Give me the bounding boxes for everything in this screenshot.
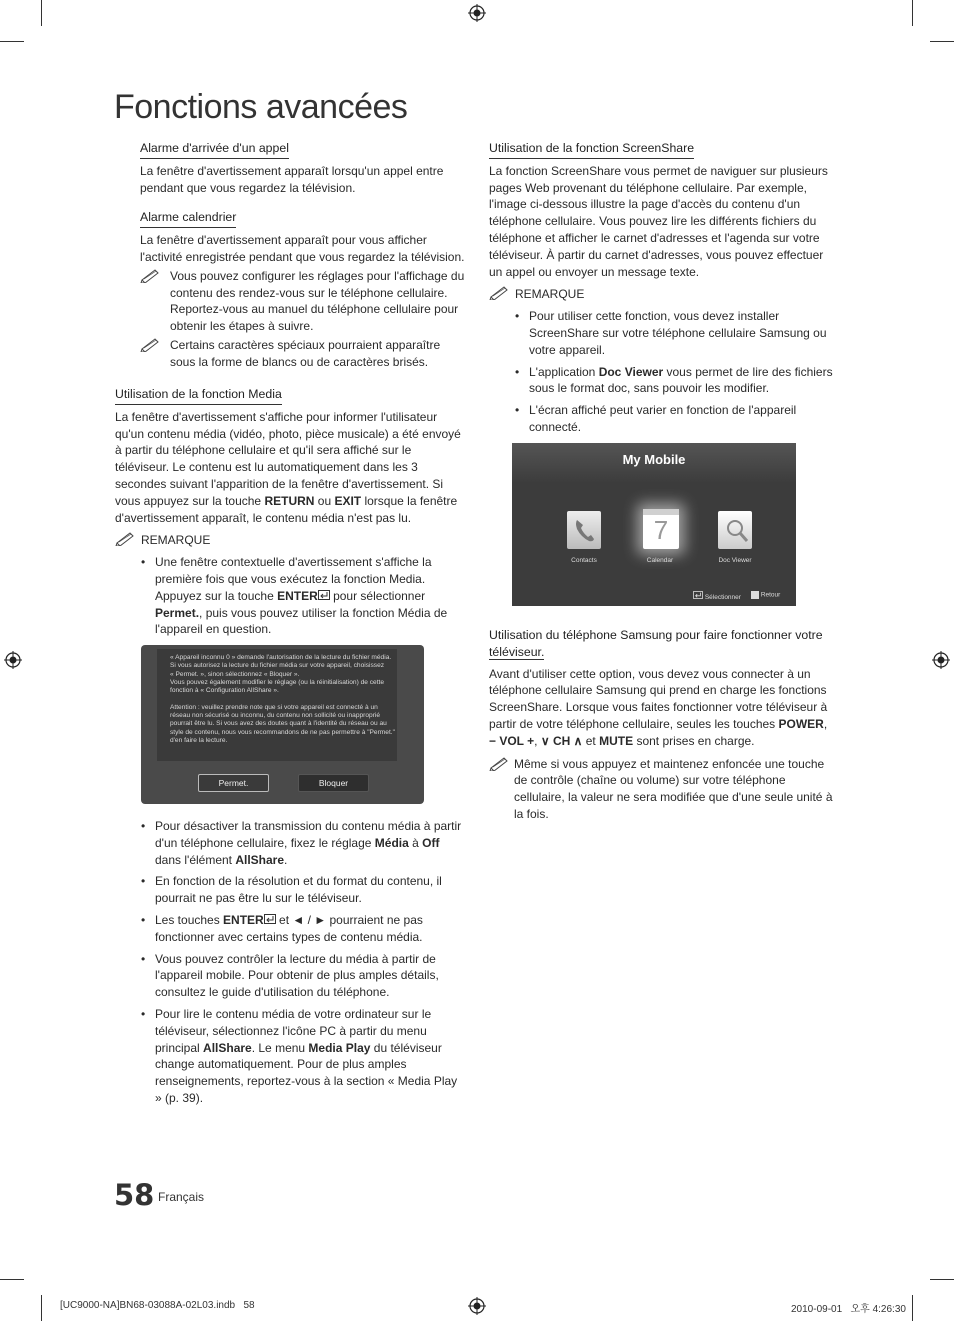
note xyxy=(140,268,466,335)
left-column-bullets xyxy=(115,818,466,1107)
section-heading-media: Utilisation de la fonction Media xyxy=(115,386,282,405)
note-text: Même si vous appuyez et maintenez enfoncée une touche de contrôle (chaîne ou volume) sur votre téléphone cellulaire, la valeur ne sera modifiée que d'une seule unité à la fois. xyxy=(514,756,833,821)
dialog-message: « Appareil inconnu 0 » demande l'autorisation de la lecture du fichier média. Si vous autorisez la lecture du fichier média sur votre appareil, choisissez « Permet. », sinon sélectionnez « Bloquer ». Vous pouvez également modifier le réglage (ou la réinitialisation) de cette fonction à « Configuration AllShare ». Attention : veuillez prendre note que si votre appareil est connecté à un réseau non sécurisé ou inconnu, du contenu non sollicité ou inapproprié pourrait être lu. Si vous avez des doutes quant à l'identité du réseau ou au style de contenu, nous vous recommandons de ne pas permettre à "Permet." d'en faire la lecture. xyxy=(170,654,395,744)
section-heading-samsung-phone: Utilisation du téléphone Samsung pour faire fonctionner votre téléviseur. xyxy=(489,628,823,659)
footer-date: 2010-09-01 오후 4:26:30 xyxy=(791,1304,906,1315)
list-item: • L'application Doc Viewer vous permet de lire des fichiers sous le format doc, sans pouvoir les modifier. xyxy=(515,364,833,396)
remarque-heading: REMARQUE xyxy=(489,286,837,303)
back-hint: Retour xyxy=(751,591,780,599)
right-column-top xyxy=(489,140,837,436)
pencil-note-icon xyxy=(140,336,162,352)
list-item: • Pour utiliser cette fonction, vous devez installer ScreenShare sur votre téléphone cellulaire Samsung ou votre appareil. xyxy=(515,309,827,357)
return-key-icon xyxy=(751,591,759,599)
note xyxy=(489,756,837,823)
enter-key-icon xyxy=(318,590,330,600)
right-column-bottom xyxy=(489,627,837,823)
section-heading-call-alarm: Alarme d'arrivée d'un appel xyxy=(140,140,289,159)
pencil-note-icon xyxy=(489,284,511,300)
registration-mark-icon xyxy=(4,651,22,669)
pencil-note-icon xyxy=(115,530,137,546)
list-item: • En fonction de la résolution et du format du contenu, il pourrait ne pas être lu sur le téléviseur. xyxy=(141,874,442,906)
registration-mark-icon xyxy=(468,4,486,22)
left-column-top xyxy=(140,140,466,371)
page-title: Fonctions avancées xyxy=(114,88,408,126)
section-heading-screenshare: Utilisation de la fonction ScreenShare xyxy=(489,140,694,159)
enter-key-icon xyxy=(693,591,703,599)
contacts-label: Contacts xyxy=(571,557,597,564)
registration-mark-icon xyxy=(468,1297,486,1315)
doc-viewer-icon[interactable] xyxy=(718,511,752,549)
footer-file-info: [UC9000-NA]BN68-03088A-02L03.indb 58 xyxy=(60,1300,255,1311)
list-item: • Pour désactiver la transmission du contenu média à partir d'un téléphone cellulaire, fixez le réglage Média à Off dans l'élément AllShare. xyxy=(141,819,462,867)
paragraph: La fonction ScreenShare vous permet de naviguer sur plusieurs pages Web provenant du téléphone cellulaire. Par exemple, l'image ci-dessous illustre la page d'accès du contenu d'un téléphone cellulaire. Vous pouvez lire les différents fichiers du téléphone et afficher le carnet d'adresses et l'agenda sur votre téléviseur. À partir du carnet d'adresses, vous pouvez effectuer un appel ou envoyer un message texte. xyxy=(489,163,828,279)
paragraph: La fenêtre d'avertissement apparaît pour vous afficher l'activité enregistrée pendant que vous regardez la télévision. xyxy=(140,233,465,264)
page-language: Français xyxy=(158,1190,205,1204)
calendar-icon[interactable]: 7 xyxy=(643,509,679,549)
list-item: • Vous pouvez contrôler la lecture du média à partir de l'appareil mobile. Pour obtenir de plus amples détails, consultez le guide d'utilisation du téléphone. xyxy=(141,951,439,1000)
note xyxy=(140,337,466,371)
my-mobile-screen xyxy=(512,443,796,606)
calendar-label: Calendar xyxy=(646,557,674,564)
section-heading-calendar-alarm: Alarme calendrier xyxy=(140,209,236,228)
contacts-icon[interactable] xyxy=(567,511,601,549)
page-number: 58 xyxy=(114,1178,155,1212)
paragraph: La fenêtre d'avertissement s'affiche pour informer l'utilisateur qu'un contenu média (vidéo, photo, pièce musicale) a été envoyé à partir du téléphone cellulaire et qu'il sera affiché sur le téléviseur. Le contenu est lu automatiquement dans les 3 secondes suivant l'apparition de la fenêtre d'avertissement. Si vous appuyez sur la touche RETURN ou EXIT lorsque la fenêtre d'avertissement apparaît, le contenu média n'est pas lu. xyxy=(115,409,461,525)
pencil-note-icon xyxy=(489,755,511,771)
paragraph: Avant d'utiliser cette option, vous devez vous connecter à un téléphone cellulaire Samsung qui prend en charge les fonctions ScreenShare. Lorsque vous faites fonctionner votre téléviseur à partir de votre téléphone cellulaire, seules les touches POWER, − VOL +, ∨ CH ∧ et MUTE sont prises en charge. xyxy=(489,666,828,748)
list-item: • L'écran affiché peut varier en fonction de l'appareil connecté. xyxy=(515,403,797,434)
list-item: • Les touches ENTER et ◄ / ► pourraient ne pas fonctionner avec certains types de contenu média. xyxy=(141,912,423,944)
doc-viewer-label: Doc Viewer xyxy=(718,557,752,564)
paragraph: La fenêtre d'avertissement apparaît lorsqu'un appel entre pendant que vous regardez la télévision. xyxy=(140,163,444,195)
registration-mark-icon xyxy=(932,651,950,669)
remarque-heading: REMARQUE xyxy=(115,532,466,549)
permit-button[interactable]: Permet. xyxy=(198,774,269,792)
list-item: • Pour lire le contenu média de votre ordinateur sur le téléviseur, sélectionnez l'icône PC à partir du menu principal AllShare. Le menu Media Play du téléviseur change automatiquement. Pour de plus amples renseignements, reportez-vous à la section « Media Play » (p. 39). xyxy=(141,1006,458,1105)
list-item: • Une fenêtre contextuelle d'avertissement s'affiche la première fois que vous exécutez la fonction Media. Appuyez sur la touche ENTER pour sélectionner Permet., puis vous pouvez utiliser la fonction Média de l'appareil en question. xyxy=(141,555,448,637)
note-text: Vous pouvez configurer les réglages pour l'affichage du contenu des rendez-vous sur le téléphone cellulaire. Reportez-vous au manuel du téléphone cellulaire pour obtenir les étapes à suivre. xyxy=(170,268,465,334)
select-hint: Sélectionner xyxy=(693,591,741,601)
enter-key-icon xyxy=(264,914,276,924)
pencil-note-icon xyxy=(140,267,162,283)
block-button[interactable]: Bloquer xyxy=(298,774,369,792)
my-mobile-title: My Mobile xyxy=(622,452,686,467)
note-text: Certains caractères spéciaux pourraient apparaître sous la forme de blancs ou de caractères brisés. xyxy=(170,337,441,369)
left-column-media xyxy=(115,386,466,638)
